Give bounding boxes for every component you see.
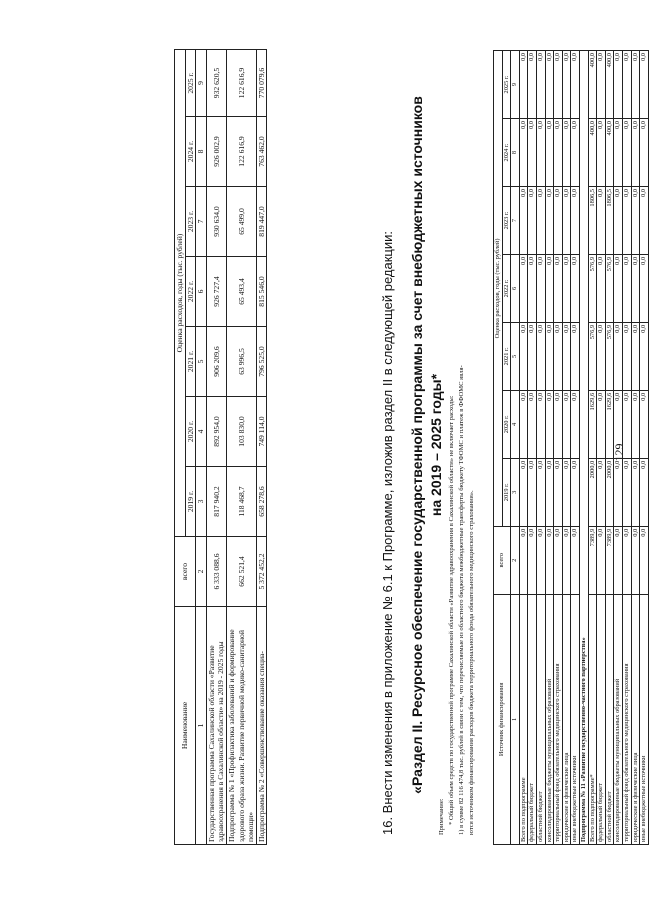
row-label: юридические и физические лица [562,594,571,844]
cell-value: 2000,0 [605,458,614,526]
cell-value: 0,0 [614,458,623,526]
cell-value: 0,0 [622,390,631,458]
table-row [528,51,537,845]
cell-value: 0,0 [554,458,563,526]
cell-value: 662 521,4 [226,537,256,607]
row-label: Государственная программа Сахалинской области «Развитие здравоохранения в Сахалинской области» на 2019 - 2025 годы [206,607,226,845]
cell-value: 763 462,0 [256,117,267,187]
row-label: федеральный бюджет [597,594,606,844]
cell-value: 0,0 [519,119,528,187]
cell-value: 400,0 [605,51,614,119]
table-row [226,50,256,845]
cell-value: 0,0 [640,390,649,458]
cell-value: 0,0 [519,390,528,458]
funding-table-subprogram [493,50,649,845]
year-header: 2023 г. [502,187,511,255]
cell-value: 930 634,0 [206,187,226,257]
cell-value: 0,0 [536,322,545,390]
row-label: консолидированные бюджеты муниципальных образований [545,594,554,844]
note-line-3: ются источником финансирования расходов бюджета территориального фонда обязательного медицинского страхования». [468,490,475,835]
cell-value: 0,0 [640,458,649,526]
cell-value: 0,0 [536,51,545,119]
table-row [631,51,640,845]
cell-value: 1806,5 [605,187,614,255]
column-number: 6 [196,257,207,327]
cell-value: 65 493,4 [226,257,256,327]
column-number: 1 [511,594,520,844]
cell-value: 7389,9 [605,526,614,594]
column-number: 2 [196,537,207,607]
column-number: 7 [511,187,520,255]
cell-value: 0,0 [545,526,554,594]
cell-value: 0,0 [571,458,580,526]
cell-value: 0,0 [597,51,606,119]
table-row [562,51,571,845]
cell-value: 0,0 [640,254,649,322]
cell-value: 0,0 [622,187,631,255]
column-number: 5 [511,322,520,390]
cell-value: 7389,9 [588,526,597,594]
year-header: 2019 г. [502,458,511,526]
cell-value: 0,0 [631,254,640,322]
column-number: 3 [511,458,520,526]
cell-value: 0,0 [622,254,631,322]
table-row [256,50,267,845]
cell-value: 0,0 [536,526,545,594]
cell-value: 0,0 [545,187,554,255]
cell-value: 65 499,0 [226,187,256,257]
cell-value: 892 954,0 [206,397,226,467]
cell-value: 1806,5 [588,187,597,255]
note-line-2: 1) в сумме 82 116 474,8 тыс. рублей в связи с тем, что перечисляемые из областного бюджета межбюджетные трансферты бюджету ТФОМС и платеж в ФФОМС явля- [458,365,465,835]
row-label: территориальный фонд обязательного медицинского страхования [622,594,631,844]
funding-table-extrabudgetary [174,50,267,845]
note-title: Примечание: [438,798,445,835]
cell-value: 0,0 [519,187,528,255]
column-number: 3 [196,467,207,537]
cell-value: 0,0 [545,458,554,526]
column-number: 8 [196,117,207,187]
year-header: 2021 г. [185,327,196,397]
cell-value: 0,0 [528,254,537,322]
cell-value: 0,0 [571,254,580,322]
cell-value: 0,0 [571,187,580,255]
cell-value: 0,0 [614,390,623,458]
cell-value: 0,0 [536,390,545,458]
cell-value: 0,0 [519,51,528,119]
cell-value: 0,0 [528,390,537,458]
header-name: Наименование [175,607,196,845]
cell-value: 0,0 [554,119,563,187]
cell-value: 796 525,0 [256,327,267,397]
cell-value: 0,0 [614,254,623,322]
cell-value: 0,0 [597,458,606,526]
cell-value: 576,9 [605,254,614,322]
cell-value: 0,0 [597,119,606,187]
cell-value: 0,0 [614,526,623,594]
column-number: 4 [511,390,520,458]
cell-value: 0,0 [562,390,571,458]
cell-value: 0,0 [554,254,563,322]
cell-value: 749 114,0 [256,397,267,467]
cell-value: 0,0 [614,187,623,255]
cell-value: 0,0 [631,526,640,594]
column-number: 6 [511,254,520,322]
cell-value: 0,0 [597,526,606,594]
cell-value: 576,9 [588,322,597,390]
year-header: 2021 г. [502,322,511,390]
cell-value: 817 940,2 [206,467,226,537]
cell-value: 0,0 [631,390,640,458]
row-label: консолидированные бюджеты муниципальных образований [614,594,623,844]
cell-value: 0,0 [571,119,580,187]
header-total: всего [494,526,511,594]
year-header: 2022 г. [502,254,511,322]
cell-value: 0,0 [554,322,563,390]
cell-value: 0,0 [528,51,537,119]
cell-value: 122 616,9 [226,50,256,117]
row-label: Всего по подпрограмме* [588,594,597,844]
cell-value: 0,0 [631,458,640,526]
row-label: федеральный бюджет [528,594,537,844]
header-total: всего [175,537,196,607]
table-row [614,51,623,845]
cell-value: 0,0 [545,390,554,458]
cell-value: 0,0 [562,51,571,119]
table-row [519,51,528,845]
cell-value: 0,0 [528,526,537,594]
cell-value: 0,0 [631,51,640,119]
cell-value: 0,0 [562,119,571,187]
column-number: 5 [196,327,207,397]
cell-value: 0,0 [622,322,631,390]
column-number: 4 [196,397,207,467]
cell-value: 926 002,9 [206,117,226,187]
cell-value: 0,0 [519,458,528,526]
year-header: 2022 г. [185,257,196,327]
cell-value: 0,0 [571,322,580,390]
cell-value: 0,0 [640,187,649,255]
cell-value: 0,0 [545,322,554,390]
cell-value: 122 616,9 [226,117,256,187]
cell-value: 0,0 [640,322,649,390]
cell-value: 0,0 [622,119,631,187]
cell-value: 0,0 [545,119,554,187]
table-row [640,51,649,845]
cell-value: 658 278,6 [256,467,267,537]
cell-value: 400,0 [588,51,597,119]
column-number: 9 [511,51,520,119]
cell-value: 0,0 [562,322,571,390]
cell-value: 0,0 [640,51,649,119]
note-line-1: * Общий объем средств по государственной программе Сахалинской области «Развитие здравоохранения в Сахалинской области» не включает расходы: [448,395,455,825]
year-header: 2023 г. [185,187,196,257]
column-number: 8 [511,119,520,187]
cell-value: 0,0 [519,322,528,390]
section-heading-line-1: «Раздел II. Ресурсное обеспечение государственной программы за счет внебюджетных источников [409,96,425,794]
cell-value: 0,0 [571,526,580,594]
cell-value: 0,0 [597,322,606,390]
year-header: 2020 г. [502,390,511,458]
cell-value: 0,0 [640,526,649,594]
table-row [571,51,580,845]
cell-value: 1629,6 [605,390,614,458]
row-label: областной бюджет [605,594,614,844]
cell-value: 0,0 [528,187,537,255]
cell-value: 0,0 [614,119,623,187]
table-row [579,51,588,845]
cell-value: 0,0 [597,254,606,322]
cell-value: 400,0 [588,119,597,187]
cell-value: 1629,6 [588,390,597,458]
column-number: 9 [196,50,207,117]
row-label: Подпрограмма № 1 «Профилактика заболеваний и формирование здорового образа жизни. Развитие первичной медико-санитарной помощи» [226,607,256,845]
cell-value: 0,0 [554,390,563,458]
cell-value: 0,0 [597,390,606,458]
cell-value: 0,0 [519,254,528,322]
cell-value: 103 830,0 [226,397,256,467]
cell-value: 0,0 [614,51,623,119]
section-row-label: Подпрограмма № 11 «Развитие государственно-частного партнерства» [579,51,588,845]
cell-value: 0,0 [554,526,563,594]
cell-value: 0,0 [562,254,571,322]
cell-value: 6 333 088,6 [206,537,226,607]
row-label: Всего по подпрограмме [519,594,528,844]
year-header: 2024 г. [185,117,196,187]
table-row [605,51,614,845]
year-header: 2025 г. [185,50,196,117]
cell-value: 819 447,0 [256,187,267,257]
column-number: 2 [511,526,520,594]
item-16-instruction: 16. Внести изменения в приложение № 6.1 к Программе, изложив раздел II в следующей редакции: [380,231,395,835]
column-number: 7 [196,187,207,257]
cell-value: 0,0 [528,322,537,390]
cell-value: 0,0 [545,254,554,322]
cell-value: 0,0 [622,458,631,526]
cell-value: 576,9 [588,254,597,322]
cell-value: 0,0 [562,187,571,255]
cell-value: 0,0 [631,187,640,255]
cell-value: 0,0 [631,322,640,390]
cell-value: 932 620,5 [206,50,226,117]
column-number: 1 [196,607,207,845]
cell-value: 0,0 [597,187,606,255]
cell-value: 0,0 [545,51,554,119]
cell-value: 770 079,6 [256,50,267,117]
cell-value: 0,0 [571,390,580,458]
cell-value: 0,0 [622,51,631,119]
cell-value: 0,0 [554,51,563,119]
cell-value: 0,0 [536,187,545,255]
row-label: иные внебюджетные источники [640,594,649,844]
cell-value: 0,0 [519,526,528,594]
page-number: 129 [612,443,626,462]
cell-value: 118 468,7 [226,467,256,537]
cell-value: 0,0 [614,322,623,390]
cell-value: 0,0 [536,119,545,187]
section-heading-line-2: на 2019 – 2025 годы* [428,373,444,517]
cell-value: 0,0 [528,119,537,187]
cell-value: 815 546,0 [256,257,267,327]
cell-value: 0,0 [640,119,649,187]
table-row [554,51,563,845]
cell-value: 926 727,4 [206,257,226,327]
table-row [597,51,606,845]
table-row [622,51,631,845]
header-source: Источник финансирования [494,594,511,844]
table-row [545,51,554,845]
cell-value: 0,0 [562,526,571,594]
cell-value: 400,0 [605,119,614,187]
cell-value: 0,0 [536,254,545,322]
row-label: областной бюджет [536,594,545,844]
cell-value: 2000,0 [588,458,597,526]
cell-value: 0,0 [536,458,545,526]
table-row [206,50,226,845]
row-label: иные внебюджетные источники [571,594,580,844]
row-label: юридические и физические лица [631,594,640,844]
cell-value: 0,0 [562,458,571,526]
cell-value: 0,0 [571,51,580,119]
year-header: 2025 г. [502,51,511,119]
cell-value: 63 996,5 [226,327,256,397]
year-header: 2019 г. [185,467,196,537]
cell-value: 0,0 [528,458,537,526]
header-estimate: Оценка расходов, годы (тыс. рублей) [175,50,186,537]
year-header: 2024 г. [502,119,511,187]
cell-value: 576,9 [605,322,614,390]
table-row [588,51,597,845]
table-row [536,51,545,845]
header-estimate: Оценка расходов, годы (тыс. рублей) [494,51,503,527]
row-label: территориальный фонд обязательного медицинского страхования [554,594,563,844]
row-label: Подпрограмма № 2 «Совершенствование оказания специа- [256,607,267,845]
cell-value: 0,0 [554,187,563,255]
year-header: 2020 г. [185,397,196,467]
cell-value: 0,0 [622,526,631,594]
cell-value: 5 372 452,2 [256,537,267,607]
cell-value: 906 209,6 [206,327,226,397]
cell-value: 0,0 [631,119,640,187]
